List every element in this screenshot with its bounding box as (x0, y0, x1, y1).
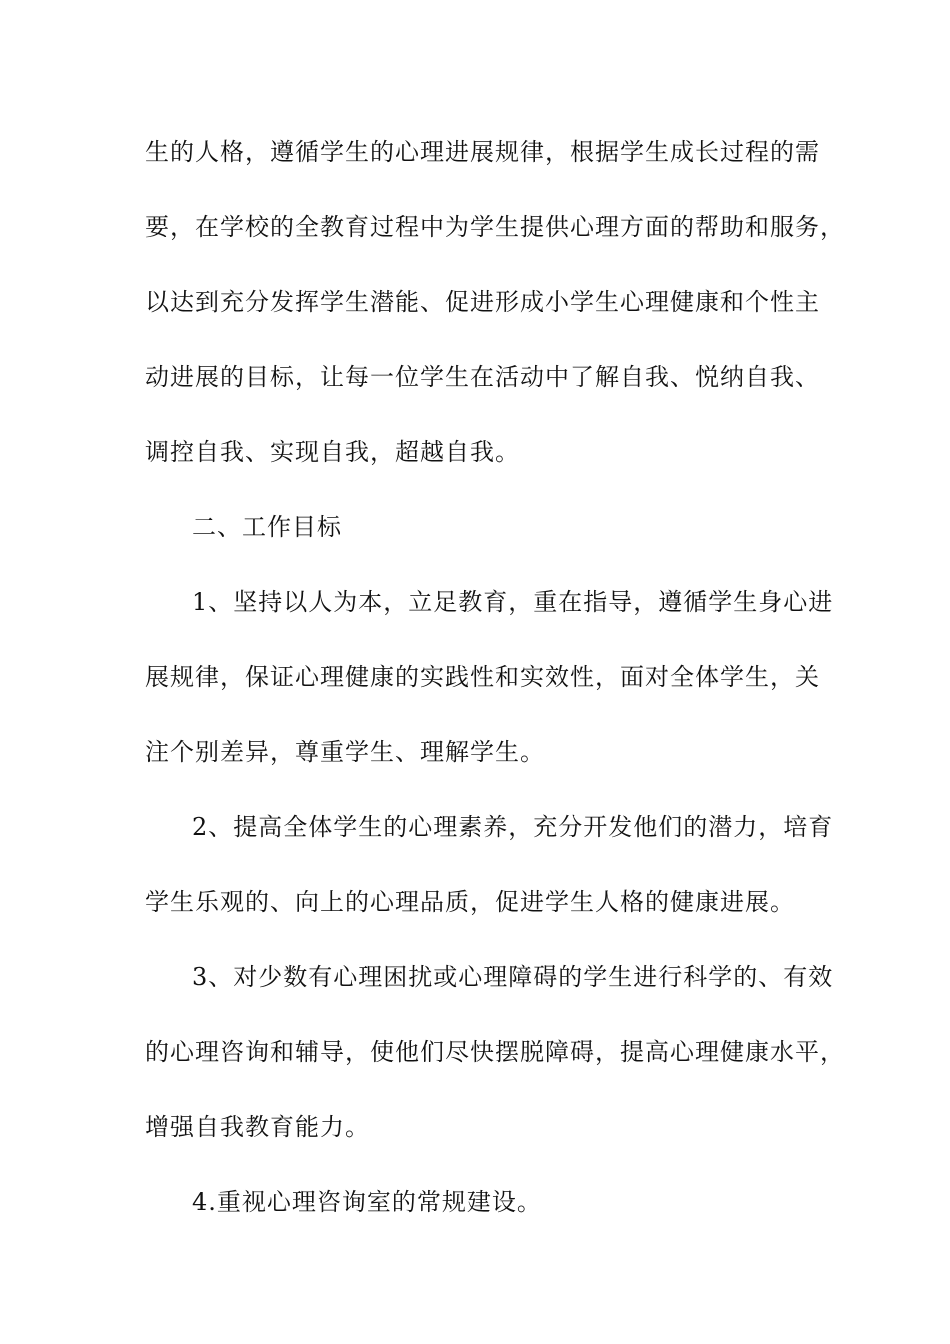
paragraph-line: 的心理咨询和辅导，使他们尽快摆脱障碍，提高心理健康水平， (145, 1038, 845, 1066)
paragraph-line: 展规律，保证心理健康的实践性和实效性，面对全体学生，关 (145, 663, 820, 691)
paragraph-line: 调控自我、实现自我，超越自我。 (145, 438, 520, 466)
paragraph-line: 以达到充分发挥学生潜能、促进形成小学生心理健康和个性主 (145, 288, 820, 316)
paragraph-line: 增强自我教育能力。 (145, 1113, 370, 1141)
section-heading: 二、工作目标 (192, 513, 342, 541)
paragraph-line: 注个别差异，尊重学生、理解学生。 (145, 738, 545, 766)
paragraph-line: 动进展的目标，让每一位学生在活动中了解自我、悦纳自我、 (145, 363, 820, 391)
paragraph-line: 1、坚持以人为本，立足教育，重在指导，遵循学生身心进 (192, 588, 834, 616)
paragraph-line: 2、提高全体学生的心理素养，充分开发他们的潜力，培育 (192, 813, 834, 841)
paragraph-line: 3、对少数有心理困扰或心理障碍的学生进行科学的、有效 (192, 963, 834, 991)
paragraph-line: 学生乐观的、向上的心理品质，促进学生人格的健康进展。 (145, 888, 795, 916)
paragraph-line: 要，在学校的全教育过程中为学生提供心理方面的帮助和服务， (145, 213, 845, 241)
paragraph-line: 4.重视心理咨询室的常规建设。 (192, 1188, 542, 1216)
paragraph-line: 生的人格，遵循学生的心理进展规律，根据学生成长过程的需 (145, 138, 820, 166)
